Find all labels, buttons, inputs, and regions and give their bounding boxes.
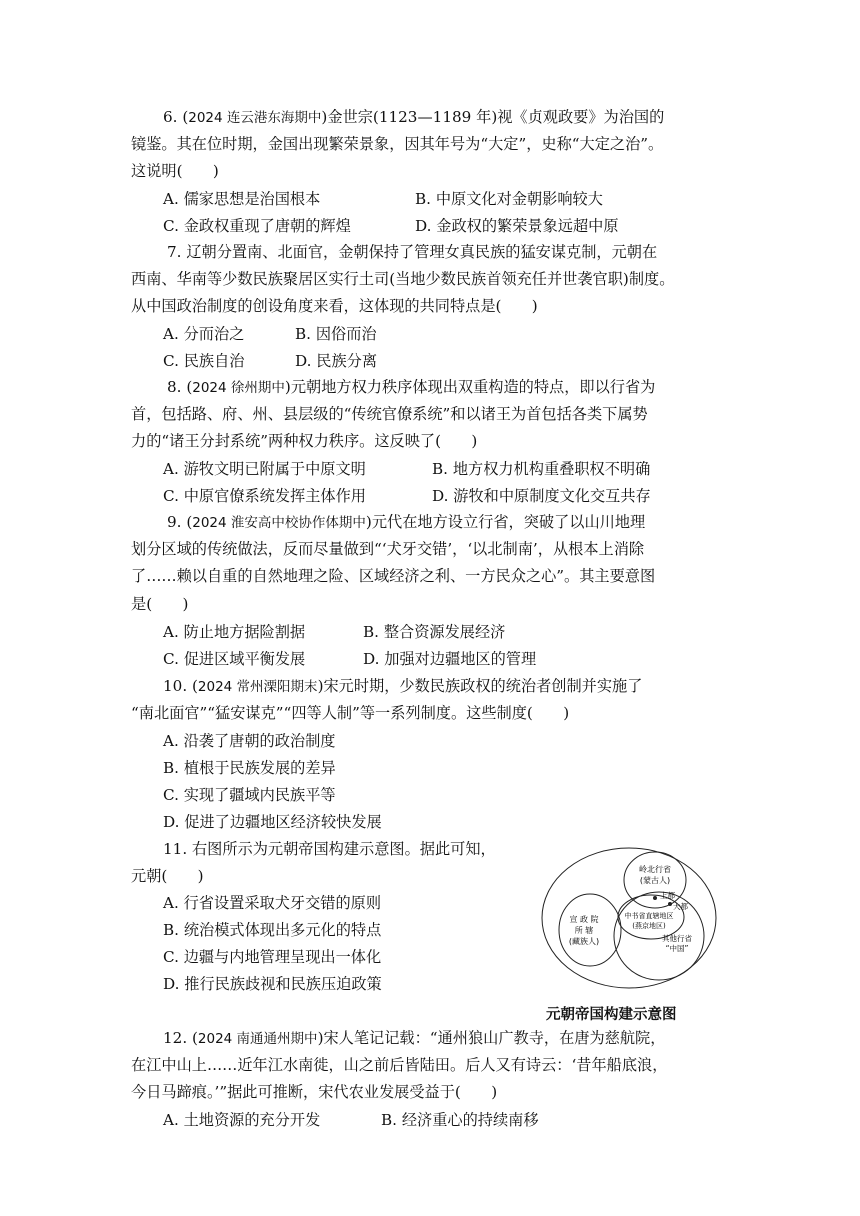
q7-option-a[interactable]: A. 分而治之 (163, 325, 245, 343)
zhongguo-label: “中国” (665, 944, 689, 953)
q12-option-b[interactable]: B. 经济重心的持续南移 (381, 1111, 539, 1129)
q7-option-d[interactable]: D. 民族分离 (295, 352, 378, 370)
shangdu-dot (653, 896, 657, 900)
q7-stem-line1: 7. 辽朝分置南、北面官，金朝保持了管理女真民族的猛安谋克制，元朝在 (167, 243, 658, 261)
mongols-label: (蒙古人) (639, 876, 671, 885)
q6-option-b[interactable]: B. 中原文化对金朝影响较大 (415, 190, 603, 208)
q6-source: 2024 连云港东海期中 (188, 110, 322, 126)
q6-option-c[interactable]: C. 金政权重现了唐朝的辉煌 (163, 217, 351, 235)
q9-stem-line3: 了……赖以自重的自然地理之险、区域经济之利、一方民众之心”。其主要意图 (131, 567, 656, 585)
q6-stem-line2: 镜鉴。其在位时期，金国出现繁荣景象，因其年号为“大定”，史称“大定之治”。 (131, 135, 664, 153)
q8-option-c[interactable]: C. 中原官僚系统发挥主体作用 (163, 487, 366, 505)
q9-option-d[interactable]: D. 加强对边疆地区的管理 (363, 650, 537, 668)
q9-stem-line2: 划分区域的传统做法，反而尽量做到“‘犬牙交错’，‘以北制南’，从根本上消除 (131, 540, 645, 558)
q6-option-a[interactable]: A. 儒家思想是治国根本 (163, 190, 321, 208)
q9-option-c[interactable]: C. 促进区域平衡发展 (163, 650, 306, 668)
q8-source: 2024 徐州期中 (192, 380, 285, 396)
yuan-empire-diagram (538, 843, 720, 993)
q7-stem-line2: 西南、华南等少数民族聚居区实行土司(当地少数民族首领充任并世袭官职)制度。 (131, 270, 675, 288)
q9-source: 2024 淮安高中校协作体期中 (192, 515, 366, 531)
q11-option-b[interactable]: B. 统治模式体现出多元化的特点 (163, 921, 382, 939)
q8-option-a[interactable]: A. 游牧文明已附属于中原文明 (163, 460, 366, 478)
q8-stem-line3: 力的“诸王分封系统”两种权力秩序。这反映了( ) (131, 432, 478, 450)
lingbei-label: 岭北行省 (639, 865, 671, 874)
xuanzhengyuan-label: 宣 政 院 (569, 915, 599, 924)
q6-option-d[interactable]: D. 金政权的繁荣景象远超中原 (415, 217, 619, 235)
dadu-dot (668, 902, 672, 906)
q10-option-d[interactable]: D. 促进了边疆地区经济较快发展 (163, 813, 382, 831)
q10-stem-line2: “南北面官”“猛安谋克”“四等人制”等一系列制度。这些制度( ) (131, 704, 570, 722)
q9-option-b[interactable]: B. 整合资源发展经济 (363, 623, 506, 641)
q9-stem-line1: 9. (2024 淮安高中校协作体期中)元代在地方设立行省，突破了以山川地理 (167, 513, 646, 531)
q8-stem-line1: 8. (2024 徐州期中)元朝地方权力秩序体现出双重构造的特点，即以行省为 (167, 378, 656, 396)
q10-stem-line1: 10. (2024 常州溧阳期末)宋元时期，少数民族政权的统治者创制并实施了 (163, 677, 643, 695)
zhongshu-label: 中书省直辖地区 (624, 912, 674, 920)
figure-caption: 元朝帝国构建示意图 (546, 1007, 677, 1023)
zangzu-label: (藏族人) (568, 937, 600, 946)
q10-option-b[interactable]: B. 植根于民族发展的差异 (163, 759, 336, 777)
q12-source: 2024 南通通州期中 (197, 1031, 318, 1047)
q7-option-b[interactable]: B. 因俗而治 (295, 325, 377, 343)
dadu-label: 大都 (673, 902, 688, 911)
q8-option-d[interactable]: D. 游牧和中原制度文化交互共存 (432, 487, 651, 505)
q12-stem-line3: 今日马蹄痕。’”据此可推断，宋代农业发展受益于( ) (131, 1083, 498, 1101)
shangdu-label: 上都 (660, 891, 675, 900)
q6-stem-line3: 这说明( ) (131, 162, 219, 180)
q11-option-c[interactable]: C. 边疆与内地管理呈现出一体化 (163, 948, 382, 966)
q11-option-d[interactable]: D. 推行民族歧视和民族压迫政策 (163, 975, 382, 993)
q12-stem-line1: 12. (2024 南通通州期中)宋人笔记记载：“通州狼山广教寺，在唐为慈航院， (163, 1029, 666, 1047)
q12-stem-line2: 在江中山上……近年江水南徙，山之前后皆陆田。后人又有诗云：‘昔年船底浪， (131, 1056, 668, 1074)
q10-option-c[interactable]: C. 实现了疆域内民族平等 (163, 786, 336, 804)
q12-option-a[interactable]: A. 土地资源的充分开发 (163, 1111, 321, 1129)
q11-stem-line1: 11. 右图所示为元朝帝国构建示意图。据此可知， (163, 840, 496, 858)
q7-stem-line3: 从中国政治制度的创设角度来看，这体现的共同特点是( ) (131, 297, 538, 315)
q10-source: 2024 常州溧阳期末 (197, 679, 318, 695)
q11-stem-line2: 元朝( ) (131, 867, 204, 885)
suoxia-label: 所 辖 (574, 926, 594, 935)
q10-option-a[interactable]: A. 沿袭了唐朝的政治制度 (163, 732, 336, 750)
q9-option-a[interactable]: A. 防止地方据险割据 (163, 623, 306, 641)
q8-option-b[interactable]: B. 地方权力机构重叠职权不明确 (432, 460, 651, 478)
q8-stem-line2: 首，包括路、府、州、县层级的“传统官僚系统”和以诸王为首包括各类下属势 (131, 405, 648, 423)
q9-stem-line4: 是( ) (131, 595, 189, 613)
q11-option-a[interactable]: A. 行省设置采取犬牙交错的原则 (163, 894, 382, 912)
other-provinces-label: 其他行省 (662, 934, 692, 943)
q6-stem-line1: 6. (2024 连云港东海期中)金世宗(1123—1189 年)视《贞观政要》为治国的 (163, 108, 665, 126)
yanjing-label: (燕京地区) (632, 922, 666, 930)
q7-option-c[interactable]: C. 民族自治 (163, 352, 245, 370)
